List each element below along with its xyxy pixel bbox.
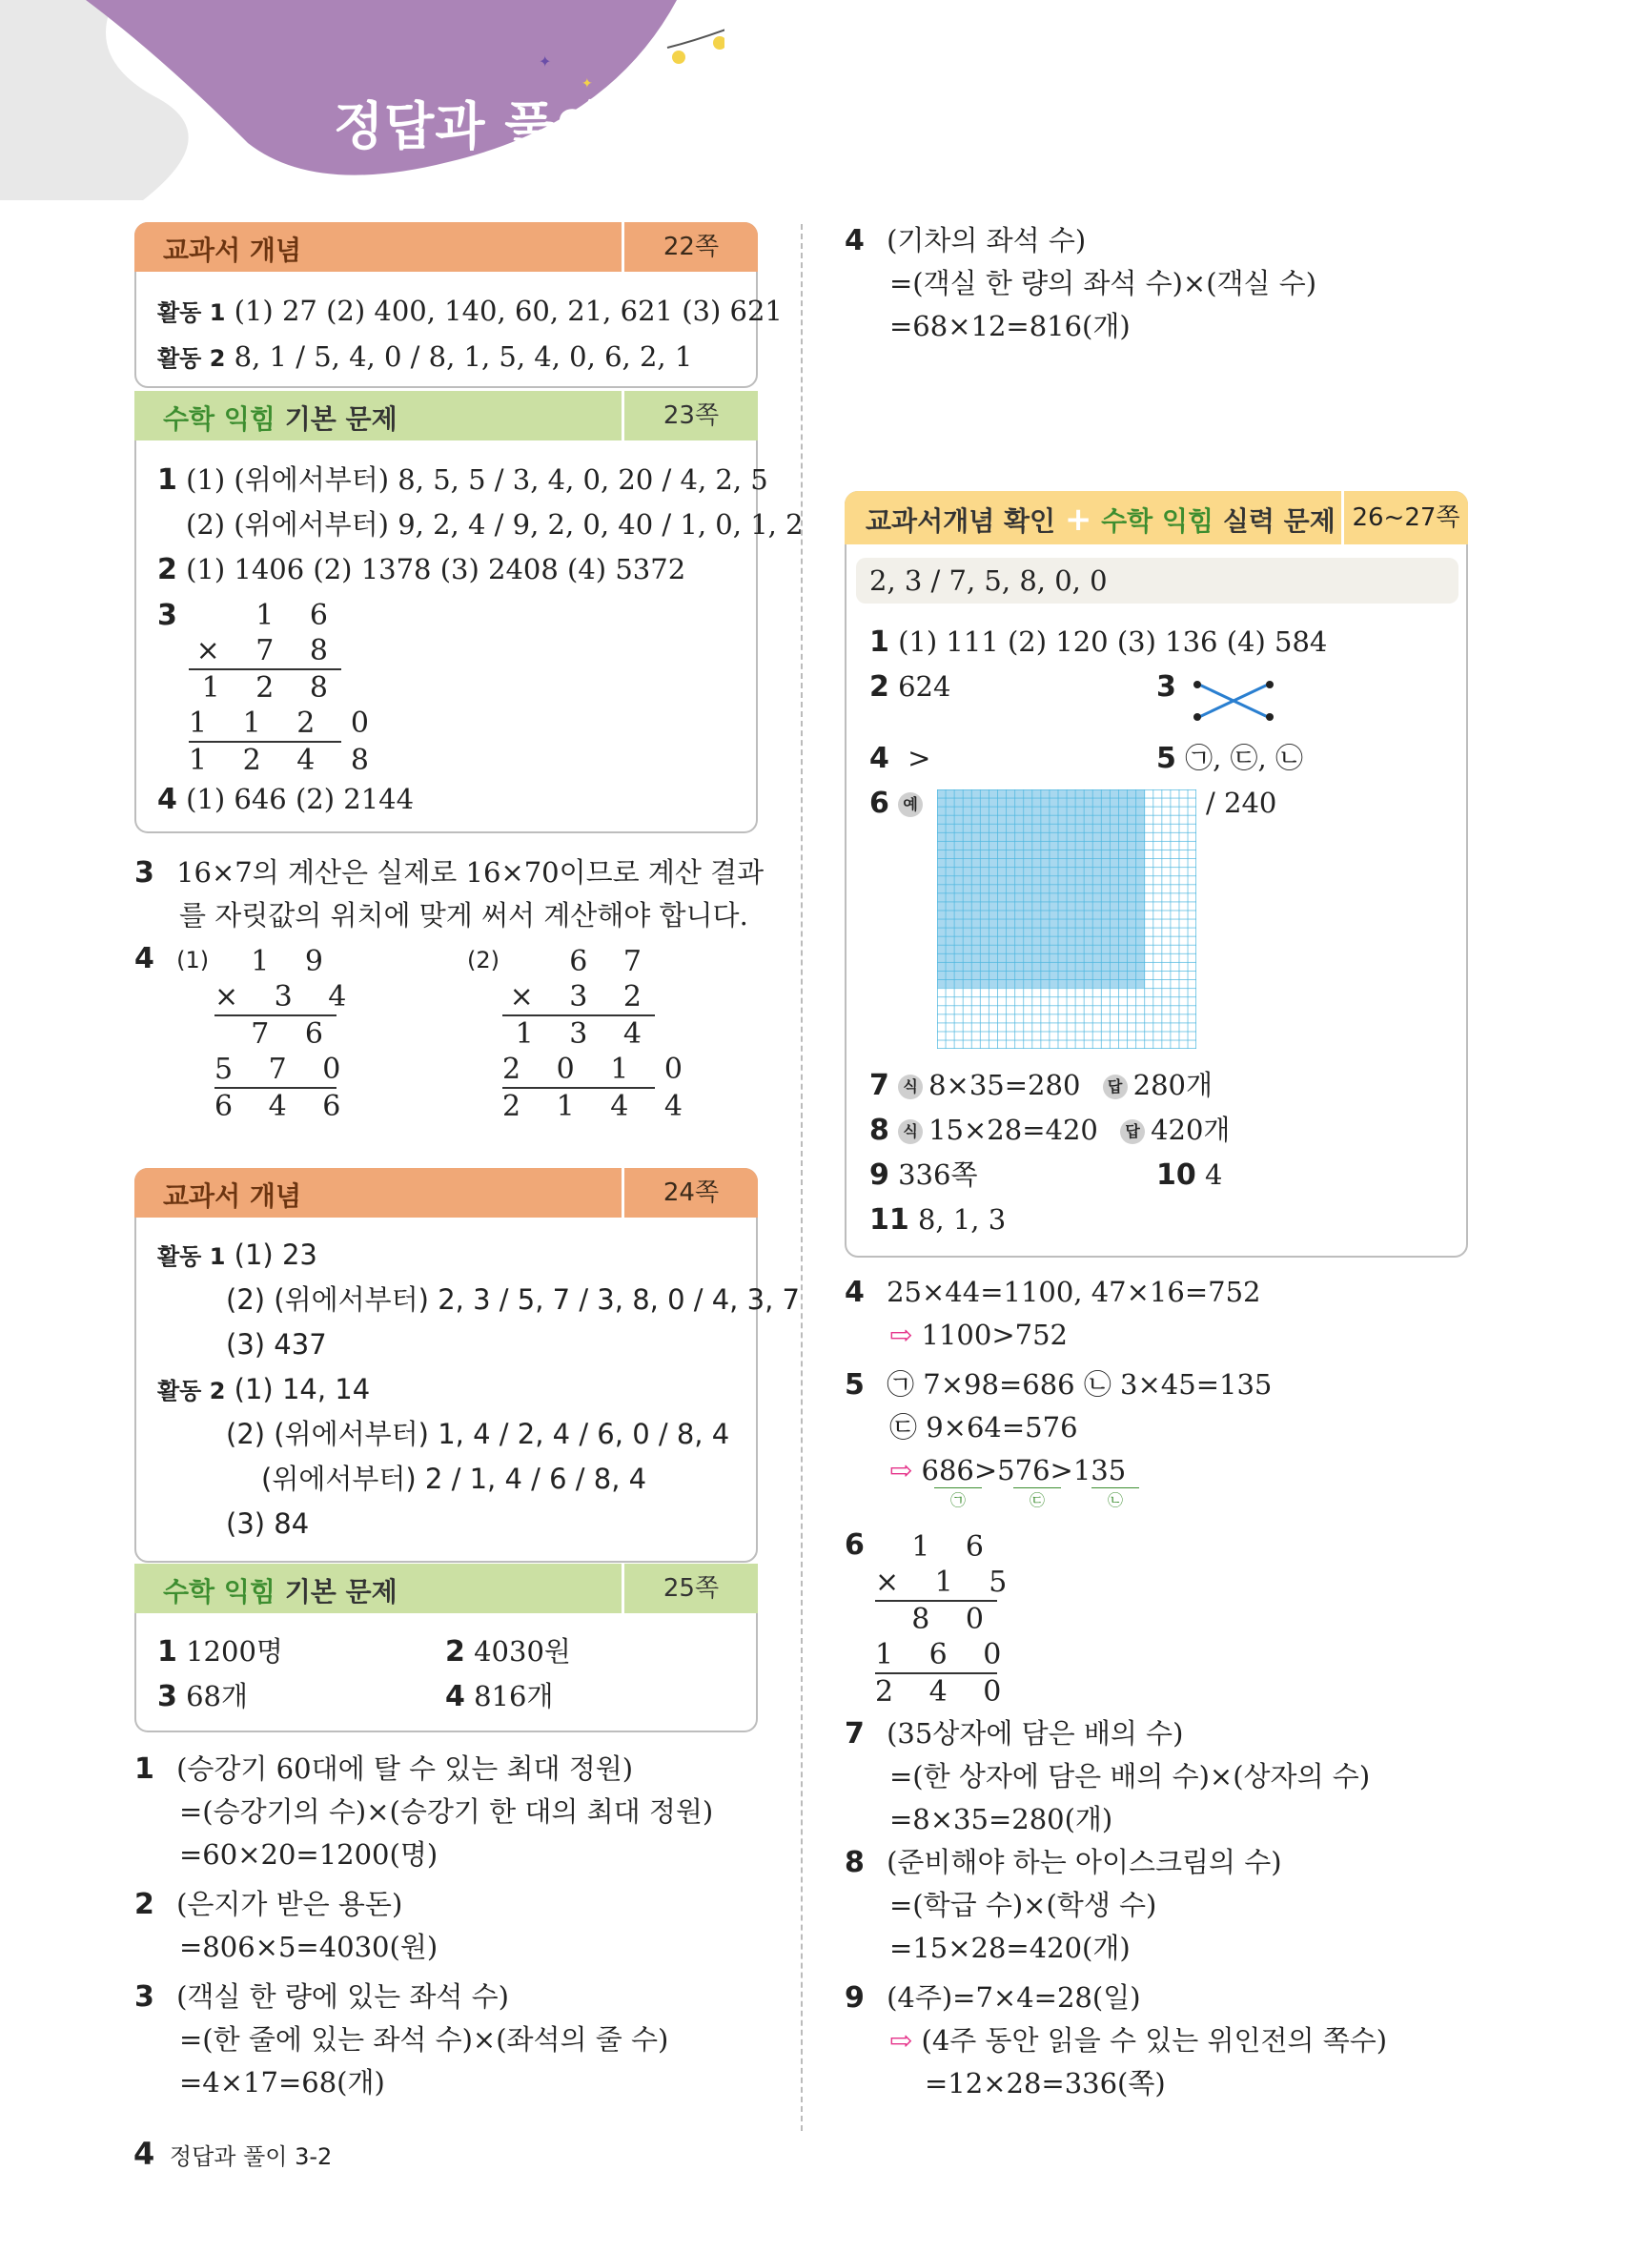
q9-text: 336쪽 xyxy=(898,1158,978,1191)
sec23-q2 xyxy=(157,550,685,589)
exp3-text1: 16×7의 계산은 실제로 16×70이므로 계산 결과 xyxy=(176,856,765,889)
page-footer xyxy=(133,2136,332,2172)
exp-text: (35상자에 담은 배의 수) xyxy=(887,1717,1184,1750)
section-25-label xyxy=(163,1571,398,1609)
calc-row: 2 0 1 0 xyxy=(502,1052,655,1089)
calc-row: 2 1 4 4 xyxy=(502,1090,696,1123)
exp25-3-1 xyxy=(134,1977,509,2017)
q-number: 3 xyxy=(134,856,154,890)
section-23-label-rest: 기본 문제 xyxy=(284,403,398,435)
sec26-q6 xyxy=(869,784,928,823)
exp26-7-2: =(한 상자에 담은 배의 수)×(상자의 수) xyxy=(889,1760,1371,1792)
q-number: 2 xyxy=(445,1635,465,1669)
sec24-a2-2: (2) (위에서부터) 1, 4 / 2, 4 / 6, 0 / 8, 4 xyxy=(226,1418,730,1450)
q-number: 2 xyxy=(869,670,889,704)
section-24-box xyxy=(134,1168,758,1563)
q-number: 4 xyxy=(869,742,889,775)
a1-1-text: (1) 23 xyxy=(234,1239,317,1271)
sec25-q4 xyxy=(445,1677,553,1716)
section-26-page: 26~27쪽 xyxy=(1341,491,1468,544)
section-23-header xyxy=(134,391,758,440)
q11-text: 8, 1, 3 xyxy=(917,1203,1007,1236)
exp-text: (4주)=7×4=28(일) xyxy=(887,1981,1141,2014)
footer-page-number: 4 xyxy=(133,2136,155,2172)
formula-badge: 식 xyxy=(898,1075,923,1099)
exp26-9-2 xyxy=(889,2021,1387,2059)
calc-row: 1 2 4 8 xyxy=(189,744,382,777)
exp25-3-3: =4×17=68(개) xyxy=(179,2066,385,2099)
exp26-5-1 xyxy=(845,1365,1272,1404)
exp25-2-2: =806×5=4030(원) xyxy=(179,1931,438,1963)
grid-model-diagram xyxy=(937,789,1196,1049)
q-number: 2 xyxy=(134,1888,154,1921)
label-skill: 실력 문제 xyxy=(1222,505,1336,537)
sec26-q1 xyxy=(869,623,1327,662)
exp-text: 1100>752 xyxy=(921,1319,1068,1351)
activity-label: 활동 2 xyxy=(157,1378,226,1404)
section-22-label: 교과서 개념 xyxy=(163,235,301,266)
q7-formula: 8×35=280 xyxy=(928,1069,1081,1101)
section-25-label-rest: 기본 문제 xyxy=(284,1576,398,1608)
sec23-q1b xyxy=(186,505,804,543)
calc-row: 6 4 6 xyxy=(214,1090,355,1123)
right4-2: =(객실 한 량의 좌석 수)×(객실 수) xyxy=(889,267,1317,299)
exp26-5-2: ㉢ 9×64=576 xyxy=(889,1411,1078,1444)
exp4-calc1 xyxy=(214,944,360,1124)
mark-label: ㉡ xyxy=(1091,1487,1139,1510)
footer-text: 정답과 풀이 3-2 xyxy=(169,2143,333,2170)
formula-badge: 식 xyxy=(898,1119,923,1144)
arrow-icon: ⇨ xyxy=(889,1319,913,1351)
exp3-text2: 를 자릿값의 위치에 맞게 써서 계산해야 합니다. xyxy=(179,899,748,932)
section-25-header xyxy=(134,1564,758,1613)
exp-text: (은지가 받은 용돈) xyxy=(176,1888,403,1920)
calc-row: × 3 4 xyxy=(214,979,337,1016)
sec25-q3 xyxy=(157,1677,248,1716)
q-number: 4 xyxy=(845,224,865,257)
sec26-q7 xyxy=(869,1066,1213,1105)
calc-row: 1 6 xyxy=(255,599,341,632)
arrow-icon: ⇨ xyxy=(889,2024,913,2057)
q5-text: ㉠, ㉢, ㉡ xyxy=(1185,742,1303,774)
q2-text: (1) 1406 (2) 1378 (3) 2408 (4) 5372 xyxy=(186,553,686,585)
exp4-num xyxy=(134,939,209,979)
sec24-a1-2: (2) (위에서부터) 2, 3 / 5, 7 / 3, 8, 0 / 4, 3, 7 xyxy=(226,1283,800,1316)
calc-row: 7 6 xyxy=(251,1017,337,1051)
sec24-a2-1 xyxy=(157,1370,370,1410)
exp4-label1: (1) xyxy=(176,947,210,973)
matching-lines-icon xyxy=(1192,677,1277,725)
exp26-8-3: =15×28=420(개) xyxy=(889,1932,1131,1964)
sec26-q3 xyxy=(1156,667,1176,707)
sec26-q11 xyxy=(869,1200,1006,1239)
q-number: 4 xyxy=(134,942,154,975)
section-26-header xyxy=(845,491,1468,544)
exp25-2-1 xyxy=(134,1885,402,1924)
sec23-q1a xyxy=(157,461,768,500)
q-number: 3 xyxy=(134,1980,154,2014)
q-number: 3 xyxy=(1156,670,1176,704)
page-title: 정답과 풀이 xyxy=(334,96,606,156)
exp-text: ㉠ 7×98=686 ㉡ 3×45=135 xyxy=(887,1368,1273,1401)
q1a-text: (1) (위에서부터) 8, 5, 5 / 3, 4, 0, 20 / 4, 2, 5 xyxy=(186,463,768,496)
label-practice: 수학 익힘 xyxy=(1101,505,1214,537)
plus-icon: + xyxy=(1064,501,1092,539)
q-number: 3 xyxy=(157,1680,177,1713)
activity1-text: (1) 27 (2) 400, 140, 60, 21, 621 (3) 621 xyxy=(234,295,783,327)
section-23-label-green: 수학 익힘 xyxy=(163,403,275,435)
exp3-line1 xyxy=(134,853,764,892)
q-number: 3 xyxy=(157,599,177,632)
exp26-9-1 xyxy=(845,1978,1141,2017)
example-badge: 예 xyxy=(898,792,923,817)
sec26-q8 xyxy=(869,1111,1230,1150)
activity2-text: 8, 1 / 5, 4, 0 / 8, 1, 5, 4, 0, 6, 2, 1 xyxy=(234,340,693,373)
q-number: 10 xyxy=(1156,1158,1196,1192)
exp25-1-1 xyxy=(134,1750,633,1789)
section-22-header xyxy=(134,222,758,272)
exp26-7-1 xyxy=(845,1714,1183,1753)
q8-answer: 420개 xyxy=(1151,1114,1231,1146)
exp26-9-3: =12×28=336(쪽) xyxy=(925,2067,1166,2099)
q10-text: 4 xyxy=(1204,1158,1223,1191)
exp-text: (객실 한 량에 있는 좌석 수) xyxy=(176,1980,509,2013)
mark-label: ㉢ xyxy=(1013,1487,1061,1510)
calc-row: 1 6 0 xyxy=(875,1637,997,1674)
activity2-label: 활동 2 xyxy=(157,345,226,372)
sec26-q5 xyxy=(1156,739,1303,778)
q1b-text: (2) (위에서부터) 9, 2, 4 / 9, 2, 0, 40 / 1, 0, 1, 2 xyxy=(186,508,804,541)
section-24-header xyxy=(134,1168,758,1218)
q-number: 11 xyxy=(869,1203,909,1237)
q4-text: (1) 646 (2) 2144 xyxy=(186,783,415,815)
answer-badge: 답 xyxy=(1120,1119,1145,1144)
q-number: 9 xyxy=(845,1981,865,2015)
q1-text: (1) 111 (2) 120 (3) 136 (4) 584 xyxy=(898,625,1328,658)
mark-label: ㉠ xyxy=(934,1487,982,1510)
exp26-6-calc xyxy=(875,1529,1021,1710)
right4-1 xyxy=(845,221,1086,260)
q3-text: 68개 xyxy=(186,1680,249,1712)
sec26-q6-ans: / 240 xyxy=(1206,787,1277,819)
svg-text:✦: ✦ xyxy=(539,52,552,71)
q-number: 1 xyxy=(157,463,177,497)
exp-text: (기차의 좌석 수) xyxy=(887,224,1087,256)
sec26-q2 xyxy=(869,667,950,707)
calc-row: 1 3 4 xyxy=(515,1017,655,1051)
calc-row: 2 4 0 xyxy=(875,1675,1015,1709)
q-number: 7 xyxy=(845,1717,865,1751)
q-number: 8 xyxy=(845,1846,865,1879)
calc-row: 1 6 xyxy=(911,1530,997,1564)
q-number: 7 xyxy=(869,1069,889,1102)
sec24-a2-4: (3) 84 xyxy=(226,1507,310,1540)
section-23-label xyxy=(163,399,398,437)
q2-text: 4030원 xyxy=(474,1635,571,1668)
exp-text: 686>576>135 xyxy=(921,1454,1127,1486)
section-24-label: 교과서 개념 xyxy=(163,1180,301,1212)
exp25-3-2: =(한 줄에 있는 좌석 수)×(좌석의 줄 수) xyxy=(179,2023,669,2056)
exp4-label2: (2) xyxy=(467,947,500,973)
q-number: 6 xyxy=(845,1528,865,1562)
right4-3: =68×12=816(개) xyxy=(889,310,1131,342)
sec26-q10 xyxy=(1156,1156,1222,1195)
calc-row: 1 2 8 xyxy=(201,671,341,705)
sec24-a1-1 xyxy=(157,1236,317,1276)
section-25-page: 25쪽 xyxy=(622,1564,758,1613)
sec26-q9 xyxy=(869,1156,977,1195)
q-number: 8 xyxy=(869,1114,889,1147)
calc-row: 1 1 2 0 xyxy=(189,706,341,743)
sec26-q4 xyxy=(869,739,930,778)
q2-text: 624 xyxy=(898,670,951,703)
exp-text: (승강기 60대에 탈 수 있는 최대 정원) xyxy=(176,1752,634,1785)
activity-label: 활동 1 xyxy=(157,1243,226,1270)
sec23-q3-num xyxy=(157,596,177,635)
section-22-page: 22쪽 xyxy=(622,222,758,272)
q-number: 5 xyxy=(1156,742,1176,775)
calc-row: 5 7 0 xyxy=(214,1052,337,1089)
exp25-1-3: =60×20=1200(명) xyxy=(179,1838,438,1871)
q-number: 1 xyxy=(134,1752,154,1786)
section-25-label-green: 수학 익힘 xyxy=(163,1576,275,1608)
q-number: 4 xyxy=(845,1276,865,1309)
sec22-activity1 xyxy=(157,292,783,332)
exp26-7-3: =8×35=280(개) xyxy=(889,1803,1113,1835)
q4-text: > xyxy=(908,742,931,774)
q-number: 6 xyxy=(869,787,889,820)
a2-1-text: (1) 14, 14 xyxy=(234,1373,371,1405)
exp26-8-2: =(학급 수)×(학생 수) xyxy=(889,1889,1157,1921)
activity1-label: 활동 1 xyxy=(157,299,226,326)
exp26-5-3 xyxy=(889,1451,1126,1489)
section-24-page: 24쪽 xyxy=(622,1168,758,1218)
sec25-q2 xyxy=(445,1632,571,1671)
sec24-a1-3: (3) 437 xyxy=(226,1328,327,1361)
arrow-icon: ⇨ xyxy=(889,1454,913,1486)
exp26-4-2 xyxy=(889,1316,1068,1354)
sec22-activity2 xyxy=(157,338,692,378)
q7-answer: 280개 xyxy=(1132,1069,1213,1101)
exp-text: (준비해야 하는 아이스크림의 수) xyxy=(887,1846,1282,1878)
exp3-line2 xyxy=(179,896,748,934)
sec25-q1 xyxy=(157,1632,283,1671)
q-number: 4 xyxy=(157,783,177,816)
exp-text: 25×44=1100, 47×16=752 xyxy=(887,1276,1261,1308)
q-number: 1 xyxy=(157,1635,177,1669)
q8-formula: 15×28=420 xyxy=(928,1114,1098,1146)
calc-row: × 3 2 xyxy=(502,979,655,1016)
exp4-calc2 xyxy=(502,944,696,1124)
exp26-6-num xyxy=(845,1526,865,1565)
calc-row: × 7 8 xyxy=(189,633,341,670)
calc-row: × 1 5 xyxy=(875,1565,997,1602)
exp4-label2-wrap xyxy=(467,939,500,979)
sec23-q3-calc xyxy=(189,598,382,778)
section-26-label xyxy=(866,501,1336,539)
label-concept: 개념 확인 xyxy=(943,505,1056,537)
q-number: 2 xyxy=(157,553,177,586)
calc-row: 6 7 xyxy=(569,945,655,978)
q-number: 4 xyxy=(445,1680,465,1713)
q-number: 5 xyxy=(845,1368,865,1402)
sec23-q4 xyxy=(157,780,414,819)
q4-text: 816개 xyxy=(474,1680,554,1712)
calc-row: 8 0 xyxy=(911,1603,997,1636)
sec26-intro: 2, 3 / 7, 5, 8, 0, 0 xyxy=(869,564,1108,597)
answer-badge: 답 xyxy=(1103,1075,1128,1099)
exp26-4-1 xyxy=(845,1273,1261,1312)
exp26-8-1 xyxy=(845,1843,1282,1882)
q1-text: 1200명 xyxy=(186,1635,283,1668)
q-number: 9 xyxy=(869,1158,889,1192)
label-textbook: 교과서 xyxy=(866,505,944,537)
exp-text: (4주 동안 읽을 수 있는 위인전의 쪽수) xyxy=(921,2024,1388,2057)
calc-row: 1 9 xyxy=(251,945,337,978)
q-number: 1 xyxy=(869,625,889,659)
exp25-1-2: =(승강기의 수)×(승강기 한 대의 최대 정원) xyxy=(179,1795,714,1828)
sec24-a2-3: (위에서부터) 2 / 1, 4 / 6 / 8, 4 xyxy=(261,1463,647,1495)
section-23-page: 23쪽 xyxy=(622,391,758,440)
svg-text:✦: ✦ xyxy=(581,76,593,92)
